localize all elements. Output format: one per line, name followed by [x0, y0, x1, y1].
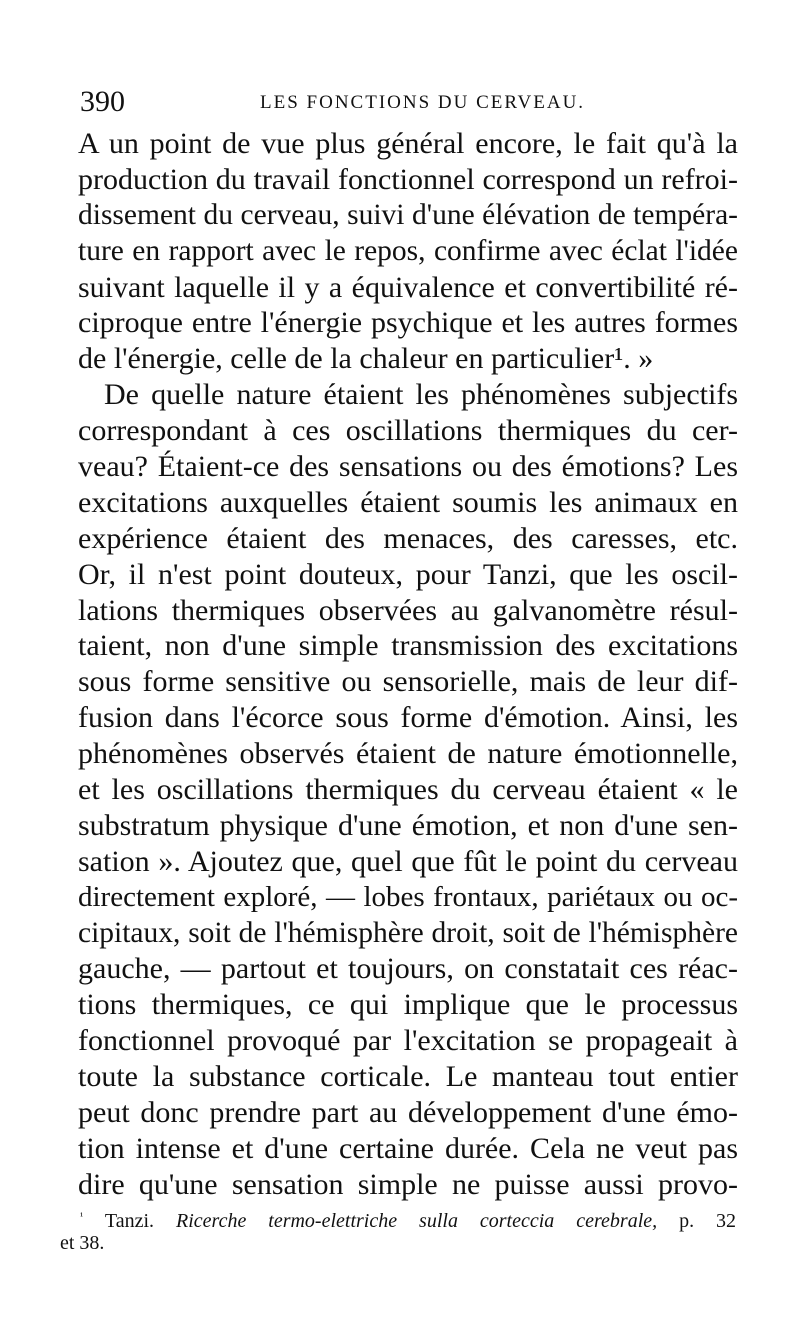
text-line: A un point de vue plus général encore, le fait qu'à la	[78, 127, 738, 160]
text-line: Or, il n'est point douteux, pour Tanzi, que les oscil-	[78, 557, 738, 591]
text-line: suivant laquelle il y a équivalence et convertibilité ré-	[78, 270, 738, 304]
text-line: lations thermiques observées au galvanomètre résul-	[78, 593, 738, 627]
text-line: De quelle nature étaient les phénomènes subjectifs	[104, 378, 738, 412]
footnote-line	[60, 1210, 736, 1232]
footnote-title: Ricerche termo-elettriche sulla corteccia cerebrale,	[176, 1210, 658, 1232]
text-line: et les oscillations thermiques du cerveau étaient « le	[78, 773, 738, 807]
text-line: dissement du cerveau, suivi d'une élévation de tempéra-	[78, 198, 738, 231]
footnote-author: Tanzi.	[104, 1210, 155, 1232]
text-line: ture en rapport avec le repos, confirme avec éclat l'idée	[78, 234, 738, 267]
text-line: substratum physique d'une émotion, et non d'une sen-	[78, 808, 738, 842]
text-line: sation ». Ajoutez que, quel que fût le point du cerveau	[78, 844, 738, 878]
text-line: production du travail fonctionnel correspond un refroi-	[78, 162, 738, 196]
text-line: excitations auxquelles étaient soumis les animaux en	[78, 485, 738, 519]
running-title: LES FONCTIONS DU CERVEAU.	[260, 92, 586, 113]
text-line: fusion dans l'écorce sous forme d'émotion. Ainsi, les	[78, 701, 738, 735]
text-line: toute la substance corticale. Le manteau tout entier	[78, 1060, 738, 1094]
text-line: taient, non d'une simple transmission des excitations	[78, 629, 738, 663]
text-line: tion intense et d'une certaine durée. Cela ne veut pas	[78, 1131, 738, 1165]
text-line: peut donc prendre part au développement d'une émo-	[78, 1096, 738, 1130]
text-line: dire qu'une sensation simple ne puisse aussi provo-	[78, 1167, 738, 1201]
footnote	[60, 1210, 736, 1254]
footnote-line: et 38.	[60, 1232, 105, 1254]
text-line: tions thermiques, ce qui implique que le processus	[78, 988, 738, 1022]
text-line: correspondant à ces oscillations thermiques du cer-	[78, 414, 738, 448]
text-line: veau? Étaient-ce des sensations ou des émotions? Les	[78, 450, 738, 484]
text-line: fonctionnel provoqué par l'excitation se propageait à	[78, 1024, 738, 1058]
text-line: ciproque entre l'énergie psychique et les autres formes	[78, 306, 738, 340]
text-line: phénomènes observés étaient de nature émotionnelle,	[78, 737, 738, 771]
footnote-marker: ¹	[80, 1210, 84, 1223]
text-line: expérience étaient des menaces, des caresses, etc.	[78, 521, 738, 555]
body-text	[78, 126, 738, 1203]
footnote-pages: p. 32	[679, 1210, 737, 1232]
page-header	[80, 84, 760, 120]
text-line: cipitaux, soit de l'hémisphère droit, soit de l'hémisphère	[78, 916, 738, 949]
text-line: gauche, — partout et toujours, on constatait ces réac-	[78, 952, 738, 986]
text-line: de l'énergie, celle de la chaleur en particulier¹. »	[78, 342, 654, 376]
text-line: directement exploré, — lobes frontaux, pariétaux ou oc-	[78, 880, 738, 913]
page-number: 390	[80, 85, 125, 118]
text-line: sous forme sensitive ou sensorielle, mais de leur dif-	[78, 665, 738, 699]
